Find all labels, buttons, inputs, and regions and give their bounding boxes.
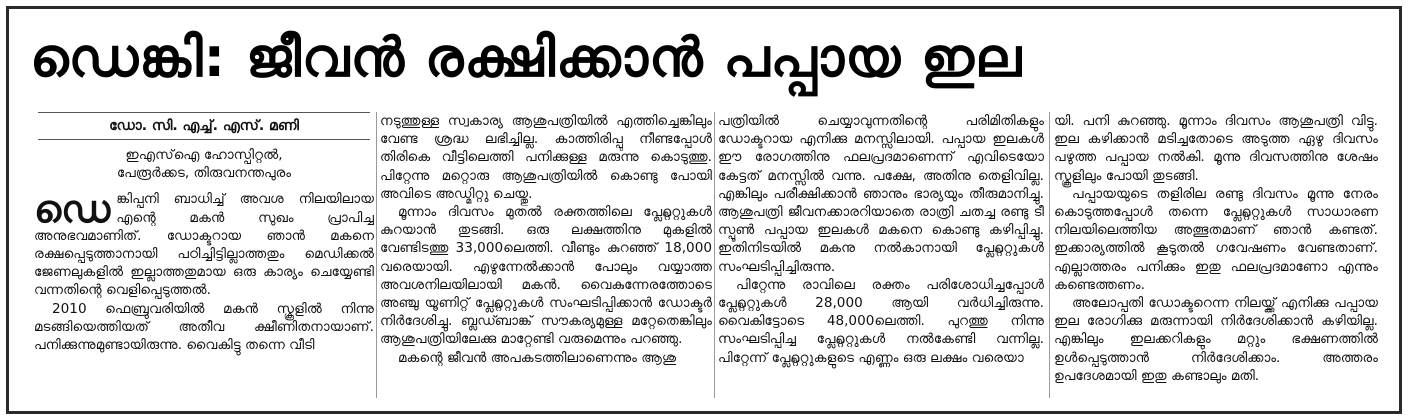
body-paragraph: നടുത്തുള്ള സ്വകാര്യ ആശുപത്രിയിൽ എത്തിച്ചെങ്കിലും വേണ്ട ശ്രദ്ധ ലഭിച്ചില്ല. കാത്തിരിപ്പു നീണ്ടപ്പോൾ തിരികെ വീട്ടിലെത്തി പനിക്കുള്ള മരുന്നു കൊടുത്തു. പിറ്റേന്നു മറ്റൊരു ആശുപത്രിയിൽ കൊണ്ടു പോയി അവിടെ അഡ്മിറ്റു ചെയ്തു.: [380, 113, 712, 202]
lead-text: ങ്കിപ്പനി ബാധിച്ച് അവശ നിലയിലായ എന്റെ മകൻ സുഖം പ്രാപിച്ച അനുഭവമാണിത്. ഡോക്ടറായ ഞാൻ മകനെ രക്ഷപ്പെടുത്താനായി പഠിച്ചിട്ടില്ലാത്തതും മെഡിക്കൽ ജേണലുകളിൽ ഇല്ലാത്തതുമായ ഒരു കാര്യം ചെയ്യേണ്ടി വന്നതിന്റെ വെളിപ്പെടുത്തൽ.: [34, 191, 374, 299]
author-affiliation: [34, 146, 374, 182]
author-name: ഡോ. സി. എച്ച്. എസ്. മണി: [109, 118, 299, 134]
body-paragraph: പപ്പായയുടെ തളിരില രണ്ടു ദിവസം മൂന്നു നേരം കൊടുത്തപ്പോൾ തന്നെ പ്ലേറ്റ്ലറ്റുകൾ സാധാരണ നിലയിലെത്തിയ അത്ഭുതമാണ് ഞാൻ കണ്ടത്. ഇക്കാര്യത്തിൽ കൂടുതൽ ഗവേഷണം വേണ്ടതാണ്. എല്ലാത്തരം പനിക്കും ഇതു ഫലപ്രദമാണോ എന്നും കണ്ടെത്തണം.: [1054, 185, 1378, 293]
column-1: [34, 112, 374, 402]
drop-cap: ഡെ: [34, 187, 111, 232]
affiliation-line-1: ഇഎസ്ഐ ഹോസ്പിറ്റൽ,: [125, 147, 283, 163]
column-3: [718, 112, 1044, 402]
column-divider: [714, 112, 715, 398]
column-2: [380, 112, 712, 402]
column-4: [1054, 112, 1378, 402]
body-paragraph: പിറ്റേന്നു രാവിലെ രക്തം പരിശോധിച്ചപ്പോൾ പ്ലേറ്റ്ലറ്റുകൾ 28,000 ആയി വർധിച്ചിരുന്നു. വൈകിട്ടോടെ 48,000ലെത്തി. പുറത്തു നിന്നു സംഘടിപ്പിച്ച പ്ലേറ്റ്ലറ്റുകൾ നൽകേണ്ടി വന്നില്ല. പിറ്റേന്ന് പ്ലേറ്റ്ലറ്റുകളുടെ എണ്ണം ഒരു ലക്ഷം വരെയാ: [718, 276, 1044, 366]
body-paragraph: മൂന്നാം ദിവസം മുതൽ രക്തത്തിലെ പ്ലേറ്റ്ലറ്റുകൾ കുറയാൻ തുടങ്ങി. ഒരു ലക്ഷത്തിനു മുകളിൽ വേണ്ടിടത്തു 33,000ലെത്തി. വീണ്ടും കുറഞ്ഞ് 18,000 വരെയായി. എഴുന്നേൽക്കാൻ പോലും വയ്യാത്ത അവശനിലയിലായി മകൻ. വൈകുന്നേരത്തോടെ അഞ്ചു യൂണിറ്റ് പ്ലേറ്റ്ലറ്റുകൾ സംഘടിപ്പിക്കാൻ ഡോക്ടർ നിർദേശിച്ചു. ബ്ലഡ്ബാങ്ക് സൗകര്യമുള്ള മറ്റേതെങ്കിലും ആശുപത്രിയിലേക്കു മാറ്റേണ്ടി വരുമെന്നും പറഞ്ഞു.: [380, 204, 712, 348]
column-divider: [376, 112, 377, 398]
lead-paragraph: [34, 187, 374, 299]
byline-rule-bottom: [38, 139, 370, 140]
body-paragraph: മകന്റെ ജീവൻ അപകടത്തിലാണെന്നും ആശു: [398, 349, 677, 366]
body-paragraph: യി. പനി കുറഞ്ഞു. മൂന്നാം ദിവസം ആശുപത്രി വിട്ടു. ഇല കഴിക്കാൻ മടിച്ചതോടെ അടുത്ത ഏഴു ദിവസം പഴുത്ത പപ്പായ നൽകി. മൂന്നു ദിവസത്തിനു ശേഷം സ്കൂളിലും പോയി തുടങ്ങി.: [1054, 113, 1378, 184]
body-paragraph: 2010 ഫെബ്രുവരിയിൽ മകൻ സ്കൂളിൽ നിന്നു മടങ്ങിയെത്തിയത് അതീവ ക്ഷീണിതനായാണ്. പനിക്കുന്നുമുണ്ടായിരുന്നു. വൈകിട്ടു തന്നെ വീടി: [34, 300, 374, 354]
body-paragraph: പത്രിയിൽ ചെയ്യാവുന്നതിന്റെ പരിമിതികളും ഡോക്ടറായ എനിക്കു മനസ്സിലായി. പപ്പായ ഇലകൾ ഈ രോഗത്തിനു ഫലപ്രദമാണെന്ന് എവിടെയോ കേട്ടത് മനസ്സിൽ വന്നു. പക്ഷേ, അതിനു തെളിവില്ല. എങ്കിലും പരീക്ഷിക്കാൻ ഞാനും ഭാര്യയും തീരുമാനിച്ചു. ആശുപത്രി ജീവനക്കാരറിയാതെ രാത്രി ചതച്ച രണ്ടു ടീ സ്പൂൺ പപ്പായ ഇലകൾ മകനെ കൊണ്ടു കഴിപ്പിച്ചു. ഇതിനിടയിൽ മകനു നൽകാനായി പ്ലേറ്റ്ലറ്റുകൾ സംഘടിപ്പിച്ചിരുന്നു.: [718, 113, 1044, 275]
affiliation-line-2: പേരൂർക്കട, തിരുവനന്തപുരം: [116, 165, 292, 182]
headline: ഡെങ്കി: ജീവൻ രക്ഷിക്കാൻ പപ്പായ ഇല: [30, 26, 1023, 89]
column-divider: [1049, 112, 1050, 398]
body-paragraph: അലോപ്പതി ഡോക്ടറെന്ന നിലയ്ക്ക് എനിക്കു പപ്പായ ഇല രോഗിക്കു മരുന്നായി നിർദേശിക്കാൻ കഴിയില്ല. എങ്കിലും ഇലക്കറികളും മറ്റും ഭക്ഷണത്തിൽ ഉൾപ്പെടുത്താൻ നിർദേശിക്കാം. അത്തരം ഉപദേശമായി ഇതു കണ്ടാലും മതി.: [1054, 295, 1378, 384]
